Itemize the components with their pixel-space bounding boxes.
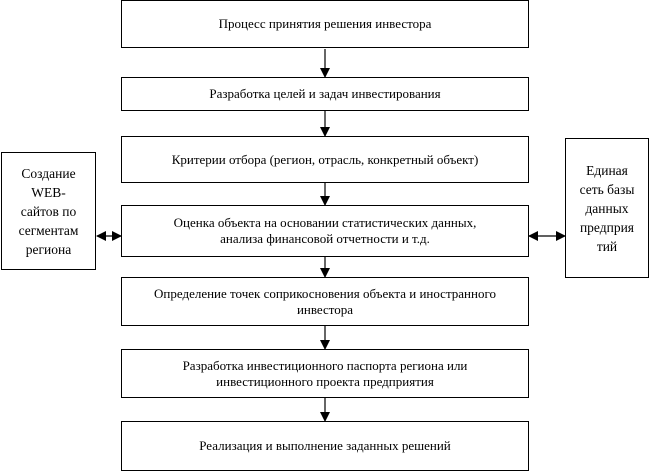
step-label: Оценка объекта на основании статистических данных, анализа финансовой отчетности и т.д. — [173, 215, 477, 246]
step-label: Критерии отбора (регион, отрасль, конкретный объект) — [171, 151, 479, 167]
step-label: Разработка инвестиционного паспорта региона или инвестиционного проекта предприятия — [182, 357, 468, 389]
step-label: Процесс принятия решения инвестора — [218, 16, 432, 31]
step-label: Реализация и выполнение заданных решений — [199, 438, 451, 453]
side-box-label: Единая сеть базы данных предприя тий — [579, 162, 635, 254]
step-label: Разработка целей и задач инвестирования — [209, 86, 441, 101]
step-label: Определение точек соприкосновения объекта и иностранного инвестора — [154, 285, 496, 317]
side-box-label: Создание WEB- сайтов по сегментам региона — [18, 165, 79, 257]
